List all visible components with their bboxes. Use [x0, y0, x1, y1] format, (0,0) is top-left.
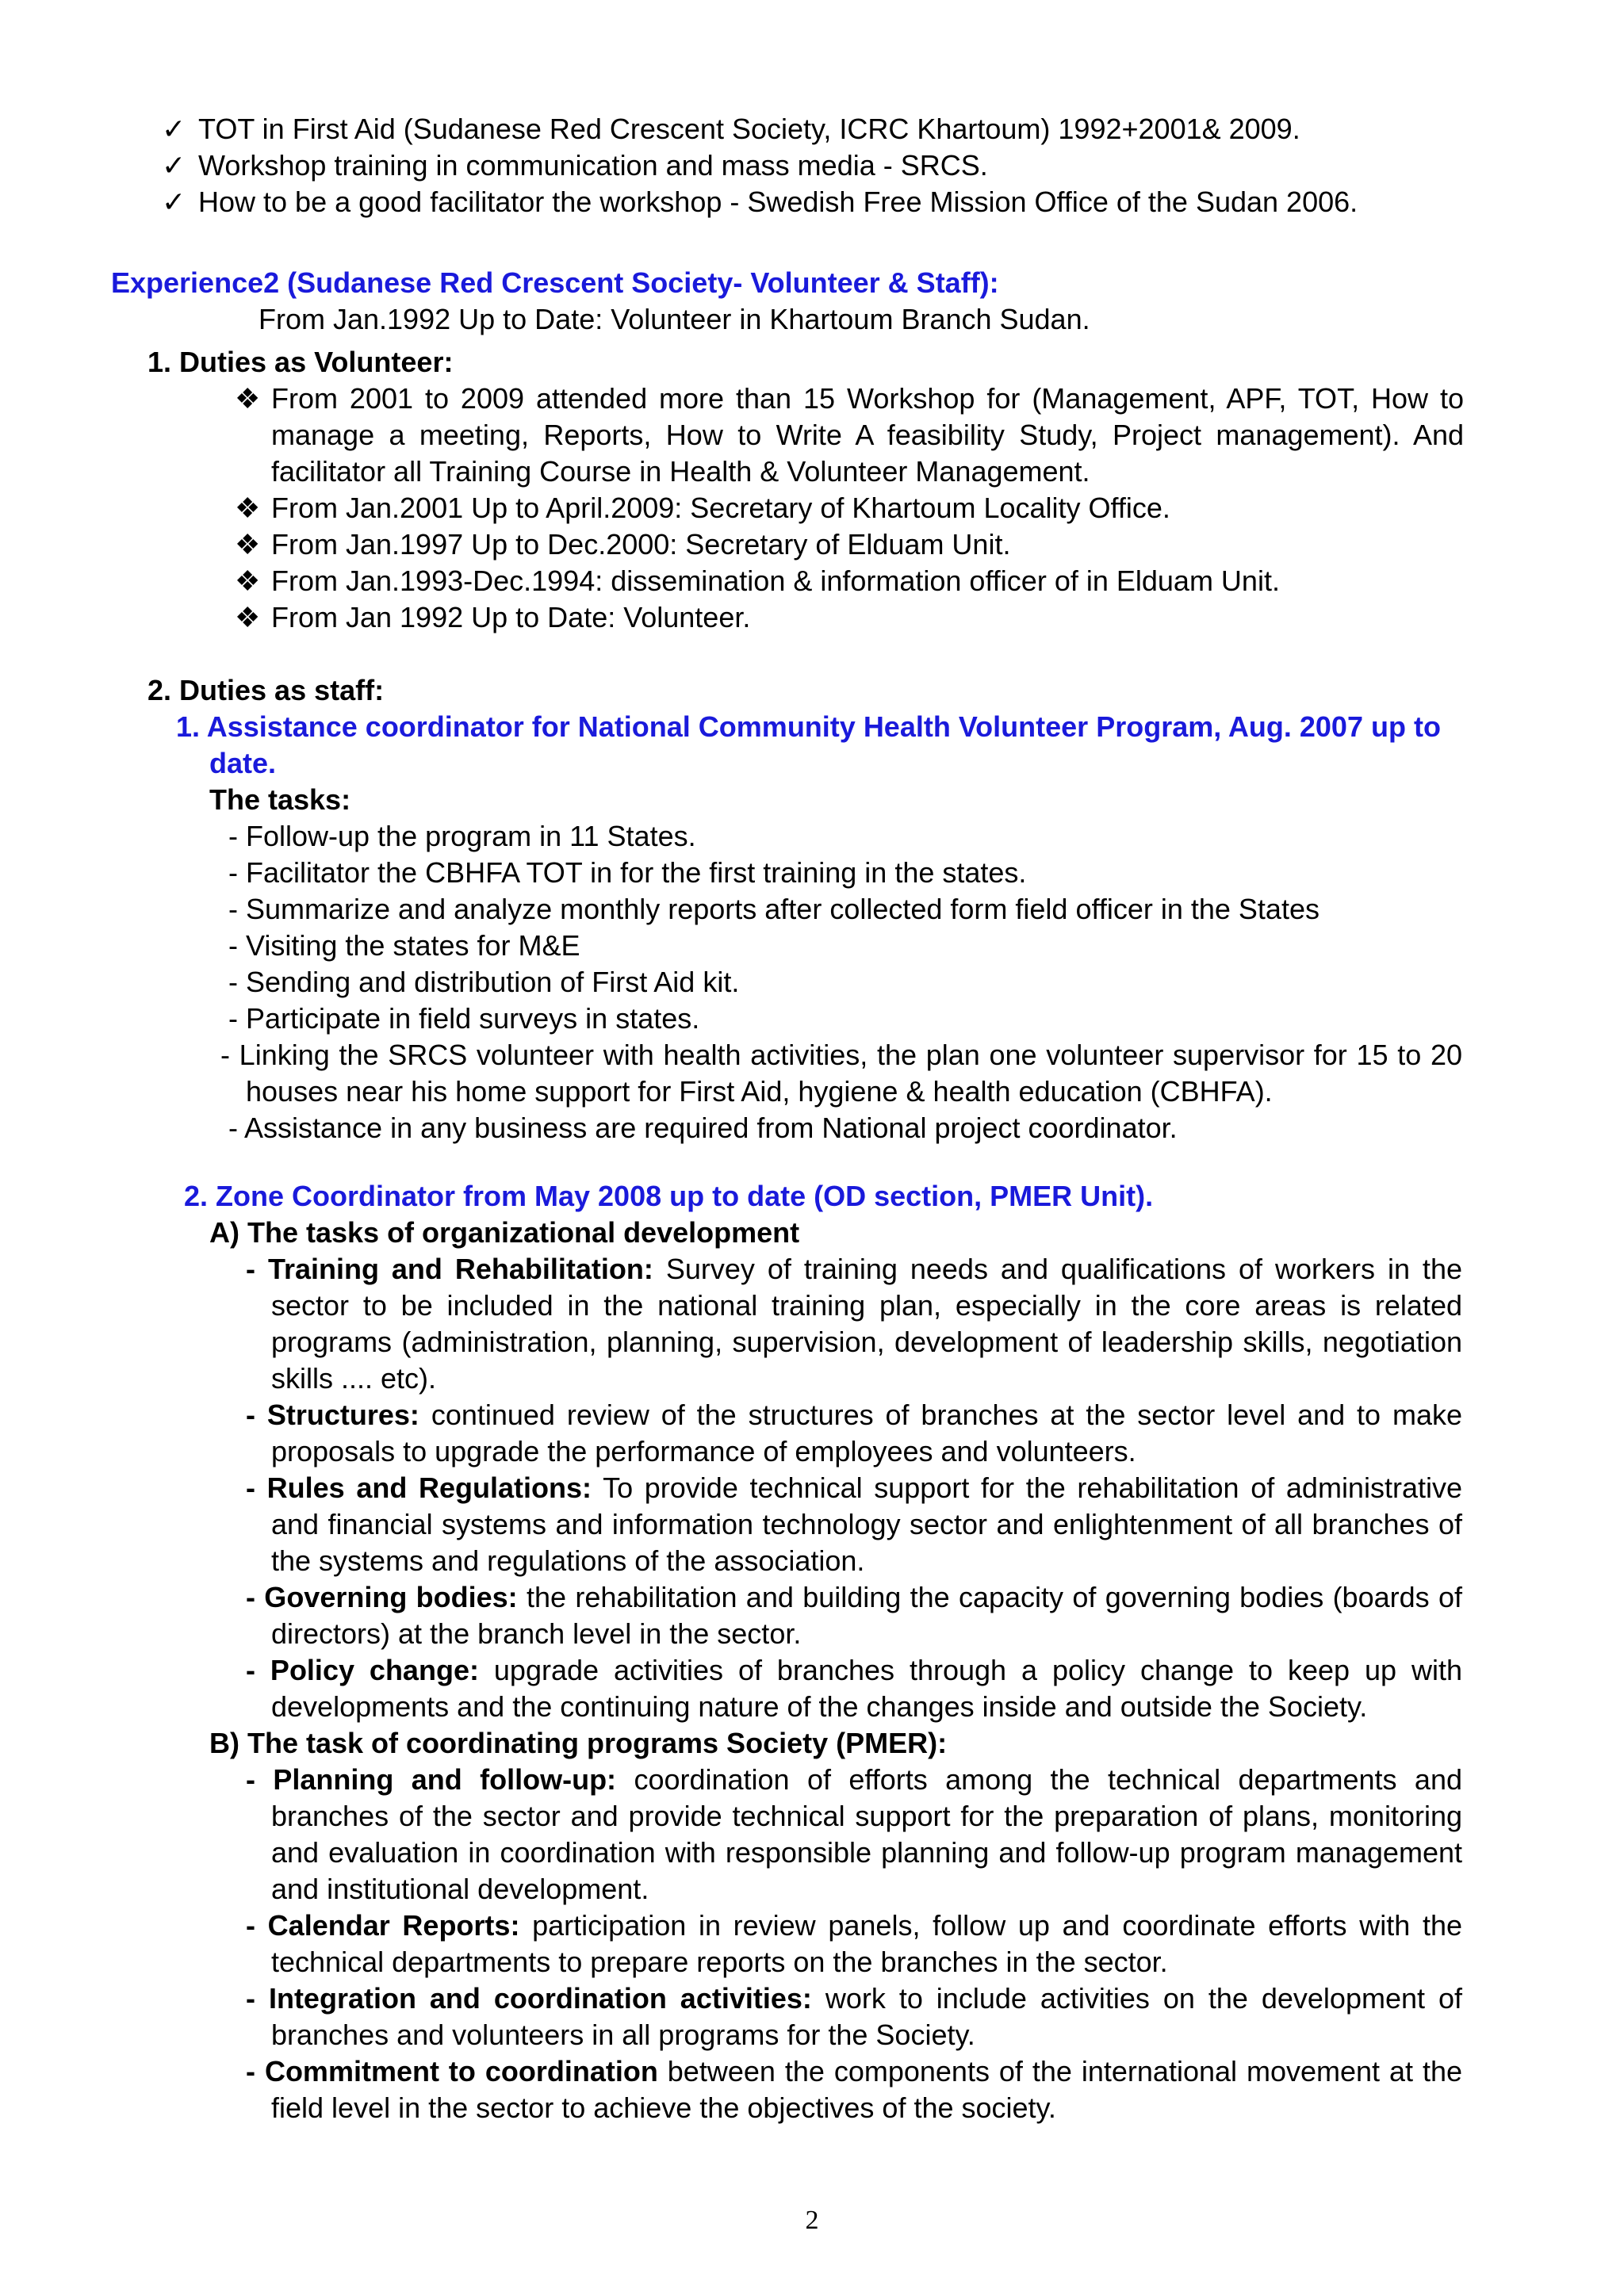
four-diamond-bullet-icon: ❖ [235, 564, 261, 597]
section-a-item: - Policy change: upgrade activities of branches through a policy change to keep up with developments and the continuing nature of the changes inside and outside the Society. [246, 1654, 1462, 1723]
section-b-heading: B) The task of coordinating programs Society (PMER): [209, 1727, 948, 1759]
section-b-item: - Integration and coordination activities: work to include activities on the development of branches and volunteers in all programs for the Society. [246, 1982, 1462, 2051]
role1-task: - Sending and distribution of First Aid kit. [228, 966, 740, 998]
role1-task: - Facilitator the CBHFA TOT in for the first training in the states. [228, 856, 1027, 889]
training-item: ✓ How to be a good facilitator the workshop - Swedish Free Mission Office of the Sudan 2006. [162, 184, 1358, 220]
staff-duties-heading: 2. Duties as staff: [147, 674, 385, 706]
check-mark-icon: ✓ [162, 149, 186, 182]
volunteer-item: ❖ From Jan 1992 Up to Date: Volunteer. [235, 599, 750, 636]
experience-heading: Experience2 (Sudanese Red Crescent Society- Volunteer & Staff): [111, 266, 999, 299]
volunteer-item: ❖ From Jan.1993-Dec.1994: dissemination & information officer of in Elduam Unit. [235, 563, 1280, 599]
section-a-item: - Governing bodies: the rehabilitation and building the capacity of governing bodies (boards of directors) at the branch level in the sector. [246, 1581, 1462, 1650]
section-a-item: - Training and Rehabilitation: Survey of training needs and qualifications of workers in the sector to be included in the national training plan, especially in the core areas is related programs (administration, planning, supervision, development of leadership skills, negotiation skills .... etc). [246, 1253, 1462, 1395]
role1-task: - Visiting the states for M&E [228, 929, 580, 962]
section-a-item: - Structures: continued review of the structures of branches at the sector level and to make proposals to upgrade the performance of employees and volunteers. [246, 1399, 1462, 1468]
page-number: 2 [805, 2206, 819, 2235]
role2-title: 2. Zone Coordinator from May 2008 up to date (OD section, PMER Unit). [184, 1180, 1154, 1212]
role1-tasks-label: The tasks: [209, 783, 351, 816]
section-b-item: - Commitment to coordination between the components of the international movement at the field level in the sector to achieve the objectives of the society. [246, 2055, 1462, 2124]
check-mark-icon: ✓ [162, 186, 186, 218]
volunteer-item: ❖ From Jan.1997 Up to Dec.2000: Secretary of Elduam Unit. [235, 526, 1010, 563]
four-diamond-bullet-icon: ❖ [235, 492, 261, 524]
check-mark-icon: ✓ [162, 113, 186, 145]
four-diamond-bullet-icon: ❖ [235, 382, 261, 415]
experience-summary: From Jan.1992 Up to Date: Volunteer in Khartoum Branch Sudan. [259, 303, 1090, 335]
role1-task: - Follow-up the program in 11 States. [228, 820, 696, 852]
training-item: ✓ Workshop training in communication and mass media - SRCS. [162, 147, 988, 184]
volunteer-duties-heading: 1. Duties as Volunteer: [147, 346, 454, 378]
four-diamond-bullet-icon: ❖ [235, 601, 261, 633]
training-item: ✓ TOT in First Aid (Sudanese Red Crescent Society, ICRC Khartoum) 1992+2001& 2009. [162, 111, 1300, 147]
role1-task: - Assistance in any business are required from National project coordinator. [228, 1112, 1178, 1144]
role1-task: - Summarize and analyze monthly reports after collected form field officer in the States [228, 893, 1320, 925]
role1-task: - Linking the SRCS volunteer with health activities, the plan one volunteer supervisor for 15 to 20 houses near his home support for First Aid, hygiene & health education (CBHFA). [220, 1039, 1462, 1108]
volunteer-item: ❖ From 2001 to 2009 attended more than 15 Workshop for (Management, APF, TOT, How to manage a meeting, Reports, How to Write A feasibility Study, Project management). And facilitator all Training Course in Health & Volunteer Management. [235, 382, 1464, 488]
section-a-heading: A) The tasks of organizational development [209, 1216, 800, 1249]
role1-title: 1. Assistance coordinator for National Community Health Volunteer Program, Aug. 2007 up to date. [176, 710, 1441, 779]
section-a-item: - Rules and Regulations: To provide technical support for the rehabilitation of administrative and financial systems and information technology sector and enlightenment of all branches of the systems and regulations of the association. [246, 1471, 1462, 1577]
four-diamond-bullet-icon: ❖ [235, 528, 261, 561]
section-b-item: - Planning and follow-up: coordination of efforts among the technical departments and branches of the sector and provide technical support for the preparation of plans, monitoring and evaluation in coordination with responsible planning and follow-up program management and institutional development. [246, 1763, 1462, 1905]
volunteer-item: ❖ From Jan.2001 Up to April.2009: Secretary of Khartoum Locality Office. [235, 490, 1170, 526]
role1-task: - Participate in field surveys in states. [228, 1002, 700, 1035]
section-b-item: - Calendar Reports: participation in review panels, follow up and coordinate efforts with the technical departments to prepare reports on the branches in the sector. [246, 1909, 1462, 1978]
